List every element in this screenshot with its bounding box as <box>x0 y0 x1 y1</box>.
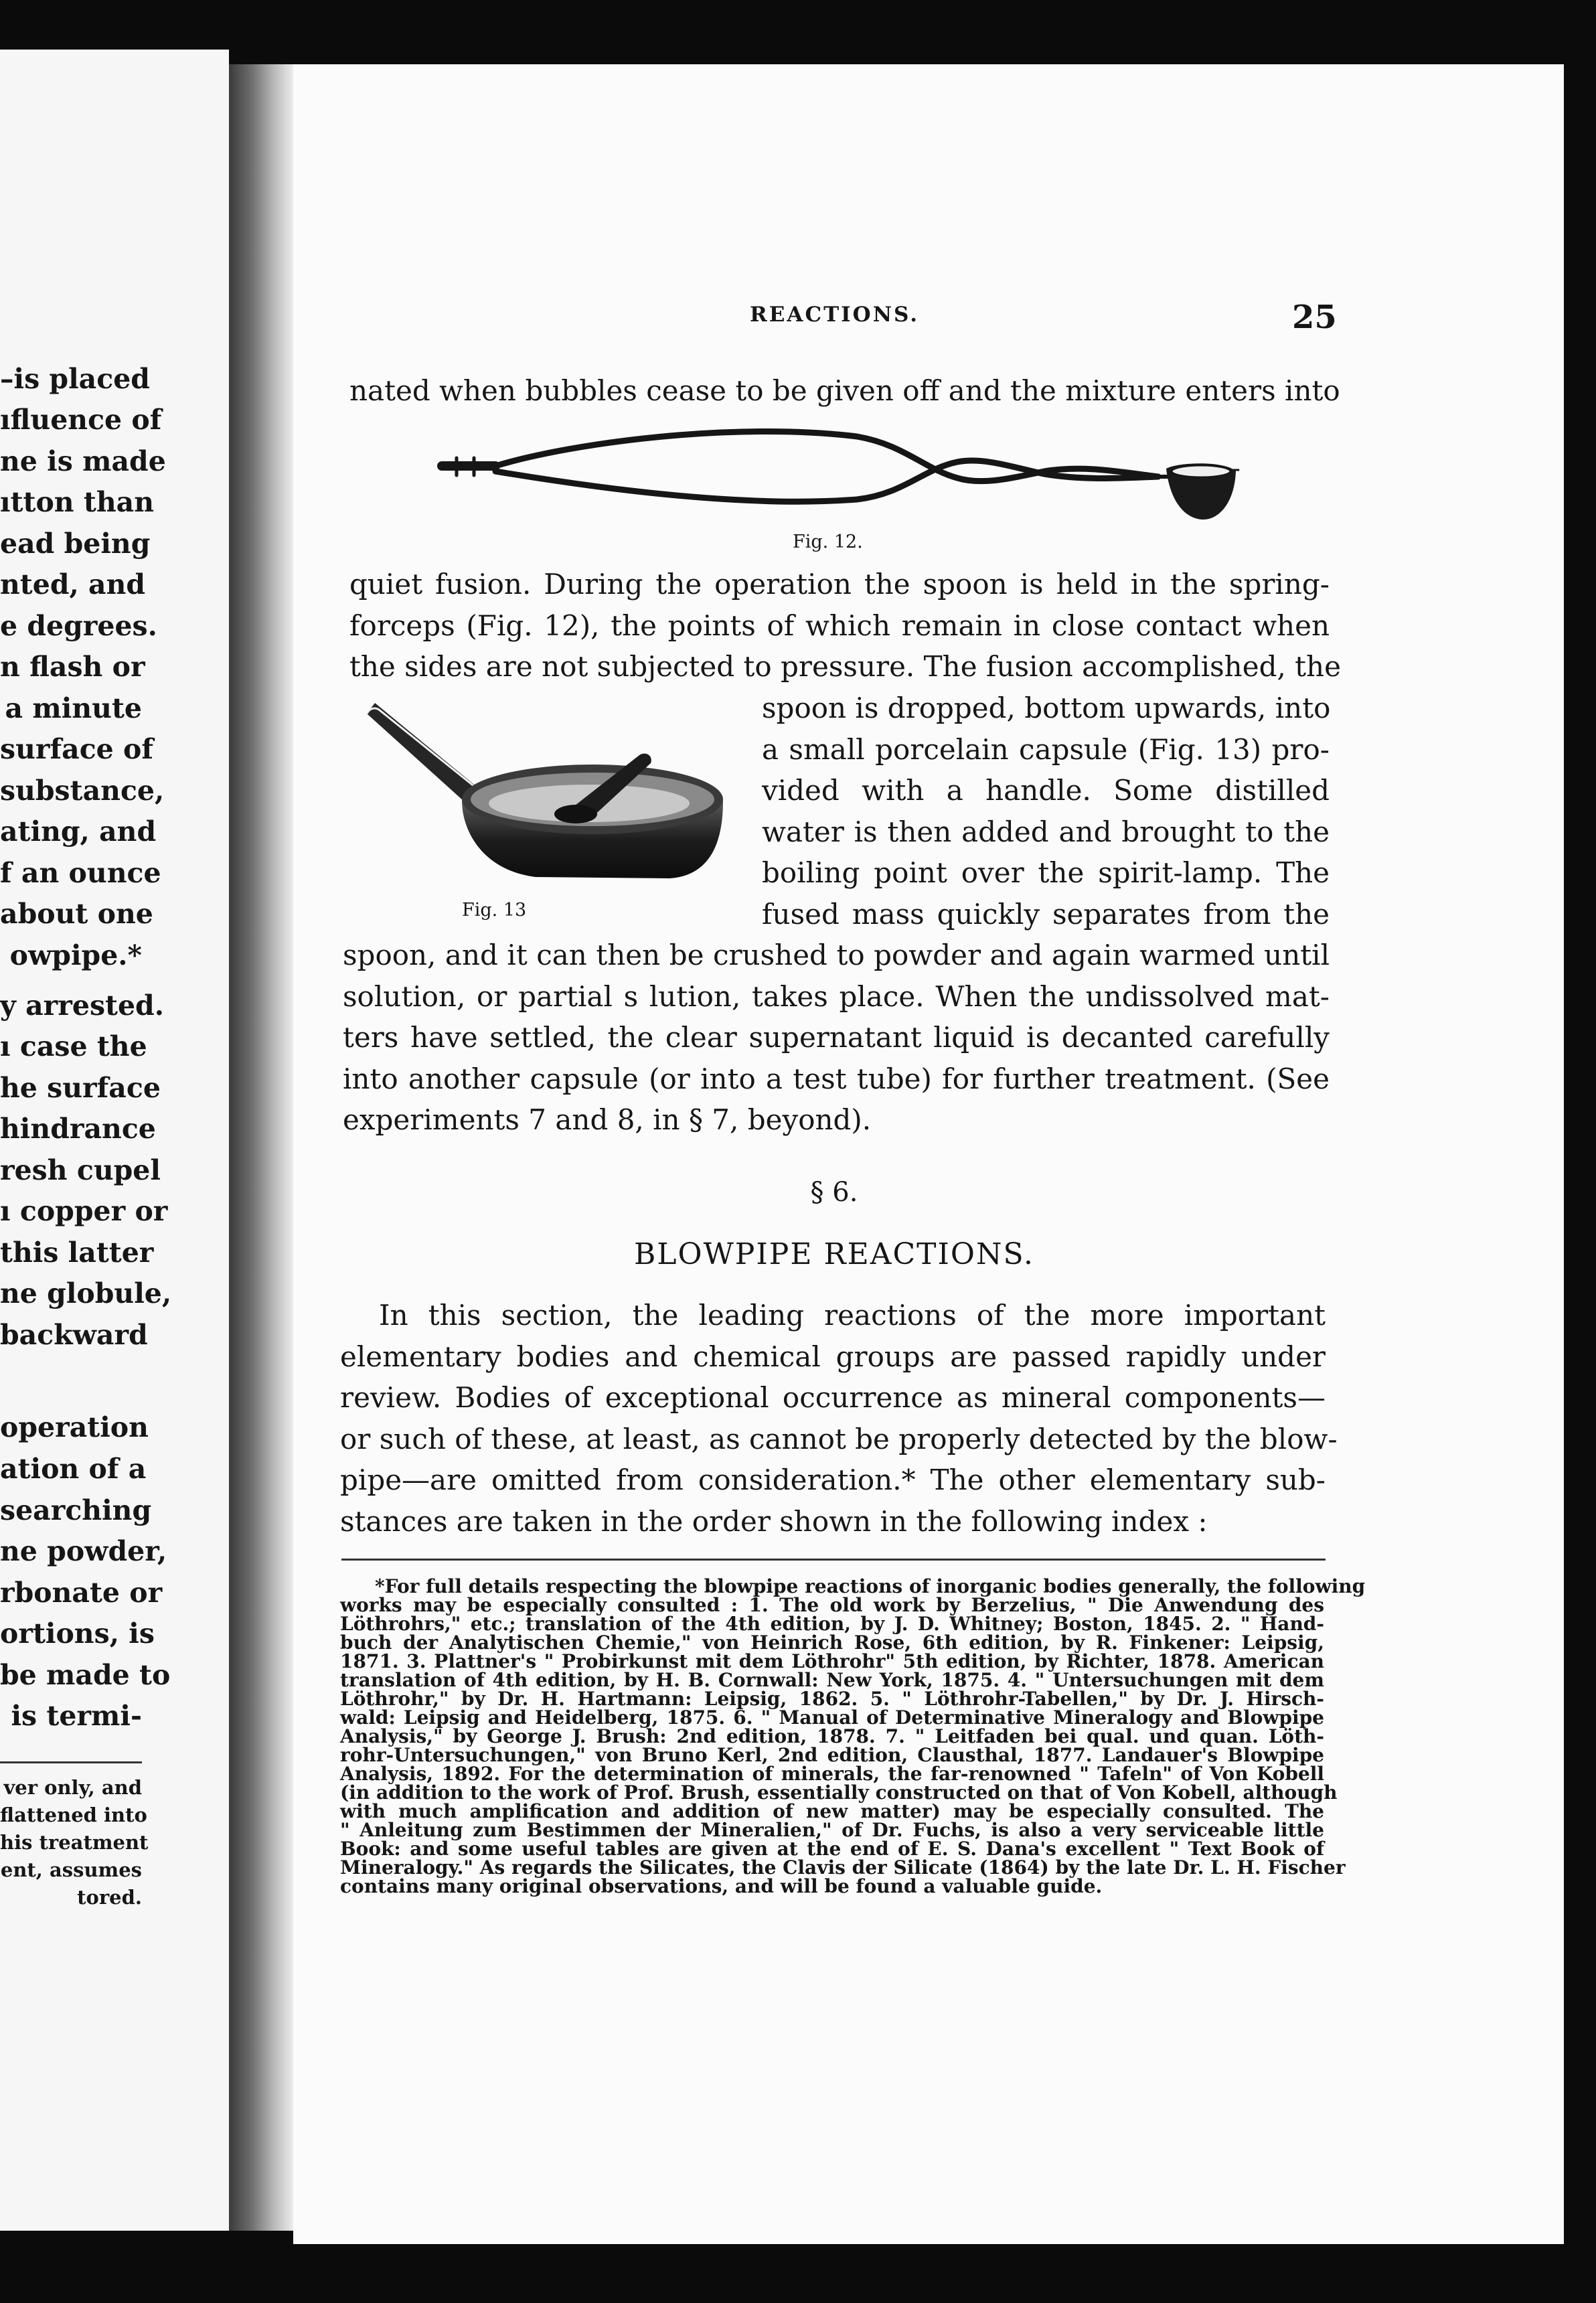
left-page-line: ne is made <box>0 445 166 477</box>
body-line: quiet fusion. During the operation the spoon is held in the spring- <box>349 568 1330 601</box>
body-line: experiments 7 and 8, in § 7, beyond). <box>343 1103 872 1136</box>
left-page-line: ating, and <box>0 815 157 848</box>
left-page-line: surface of <box>0 733 154 765</box>
left-page-line: be made to <box>0 1659 171 1691</box>
footnote-line: 1871. 3. Plattner's " Probirkunst mit dem Löthrohr" 5th edition, by Richter, 1878. American <box>340 1650 1324 1672</box>
left-page-line: is termi- <box>11 1700 142 1732</box>
body-line: vided with a handle. Some distilled <box>762 774 1330 807</box>
left-page-line: hindrance <box>0 1113 156 1145</box>
footnote-line: Mineralogy." As regards the Silicates, the Clavis der Silicate (1864) by the late Dr. L. H. Fischer <box>340 1856 1346 1879</box>
left-page-line: resh cupel <box>0 1154 161 1186</box>
body-line: spoon, and it can then be crushed to powder and again warmed until <box>343 939 1330 971</box>
left-page-line: this latter <box>0 1237 154 1269</box>
footnote-line: buch der Analytischen Chemie," von Heinrich Rose, 6th edition, by R. Finkener: Leipsig, <box>340 1632 1324 1654</box>
left-page-line: ne globule, <box>0 1277 172 1309</box>
left-page-line: searching <box>0 1494 152 1526</box>
left-page-line: he surface <box>0 1072 161 1104</box>
footnote-line: Analysis," by George J. Brush: 2nd edition, 1878. 7. " Leitfaden bei qual. und quan. Löth- <box>340 1725 1324 1747</box>
body-line: elementary bodies and chemical groups are passed rapidly under <box>340 1340 1326 1373</box>
footnote-line: Löthrohr," by Dr. H. Hartmann: Leipsig, 1862. 5. " Löthrohr-Tabellen," by Dr. J. Hirsch- <box>340 1688 1324 1710</box>
left-page-line: ıfluence of <box>0 404 162 436</box>
section-number: § 6. <box>810 1177 858 1208</box>
body-line: spoon is dropped, bottom upwards, into <box>762 692 1331 724</box>
left-page-line: ead being <box>0 528 151 560</box>
footnote-line: works may be especially consulted : 1. The old work by Berzelius, " Die Anwendung des <box>340 1594 1324 1616</box>
page-number: 25 <box>1292 299 1337 336</box>
left-page-line: y arrested. <box>0 989 164 1022</box>
left-page-line: ı copper or <box>0 1195 168 1227</box>
section-title: BLOWPIPE REACTIONS. <box>633 1237 1035 1271</box>
left-page-line: ation of a <box>0 1453 147 1485</box>
left-page-footnote-line: ver only, and <box>3 1776 142 1799</box>
left-page-line: –is placed <box>0 363 150 395</box>
left-page-footnote-line: tored. <box>77 1886 142 1909</box>
left-page-line: about one <box>0 898 153 930</box>
body-line: review. Bodies of exceptional occurrence as mineral components— <box>340 1381 1326 1414</box>
footnote-line: contains many original observations, and will be found a valuable guide. <box>340 1875 1103 1897</box>
fig13-caption: Fig. 13 <box>462 900 527 921</box>
body-line: into another capsule (or into a test tube) for further treatment. (See <box>343 1062 1330 1095</box>
body-line: pipe—are omitted from consideration.* The other elementary sub- <box>340 1463 1326 1496</box>
body-line: forceps (Fig. 12), the points of which remain in close contact when <box>349 609 1330 642</box>
left-page-footnote-line: ent, assumes <box>0 1858 142 1881</box>
footnote-line: with much amplification and addition of new matter) may be especially consulted. The <box>340 1800 1324 1822</box>
left-page-line: e degrees. <box>0 610 157 642</box>
left-page-footnote-line: his treatment <box>0 1831 149 1854</box>
left-page-line: owpipe.* <box>9 939 142 971</box>
left-page-footnote-line: flattened into <box>0 1804 147 1826</box>
fig12-caption: Fig. 12. <box>793 532 863 552</box>
left-page-line: ortions, is <box>0 1617 155 1650</box>
left-page-line: substance, <box>0 775 165 807</box>
left-page-line: ı case the <box>0 1030 147 1062</box>
body-line: fused mass quickly separates from the <box>762 898 1330 931</box>
footnote-line: (in addition to the work of Prof. Brush, essentially constructed on that of Von Kobell, although <box>340 1781 1338 1804</box>
left-page-line: rbonate or <box>0 1577 163 1609</box>
footnote-line: Analysis, 1892. For the determination of minerals, the far-renowned " Tafeln" of Von Kobell <box>340 1763 1324 1785</box>
footnote-line: " Anleitung zum Bestimmen der Mineralien," of Dr. Fuchs, is also a very serviceable little <box>340 1819 1324 1841</box>
footnote-line: rohr-Untersuchungen," von Bruno Kerl, 2nd edition, Clausthal, 1877. Landauer's Blowpipe <box>340 1744 1324 1766</box>
body-line: stances are taken in the order shown in the following index : <box>340 1505 1208 1538</box>
footnote-rule <box>341 1559 1326 1561</box>
body-line: the sides are not subjected to pressure. The fusion accomplished, the <box>349 650 1341 683</box>
left-page-line: a minute <box>5 692 142 724</box>
body-line: or such of these, at least, as cannot be properly detected by the blow- <box>340 1423 1338 1455</box>
body-line: nated when bubbles cease to be given off and the mixture enters into <box>349 374 1340 407</box>
body-line: a small porcelain capsule (Fig. 13) pro- <box>762 733 1330 766</box>
footnote-line: Book: and some useful tables are given at the end of E. S. Dana's excellent " Text Book of <box>340 1838 1324 1860</box>
footnote-line: *For full details respecting the blowpipe reactions of inorganic bodies generally, the following <box>375 1575 1366 1597</box>
left-page-line: operation <box>0 1411 149 1443</box>
left-page-line: nted, and <box>0 568 146 601</box>
footnote-line: wald: Leipsig and Heidelberg, 1875. 6. " Manual of Determinative Mineralogy and Blowpipe <box>340 1706 1324 1729</box>
spine-shadow <box>229 64 293 2231</box>
body-line: ters have settled, the clear supernatant liquid is decanted carefully <box>343 1021 1330 1054</box>
left-page-line: f an ounce <box>0 857 161 889</box>
left-page-line: ıtton than <box>0 486 155 518</box>
left-page-line: ne powder, <box>0 1535 167 1567</box>
left-page-line: n flash or <box>0 651 145 683</box>
body-line: solution, or partial s lution, takes place. When the undissolved mat- <box>343 980 1330 1013</box>
body-line: water is then added and brought to the <box>762 815 1330 848</box>
footnote-line: translation of 4th edition, by H. B. Cornwall: New York, 1875. 4. " Untersuchungen mit dem <box>340 1669 1324 1691</box>
left-footnote-rule <box>0 1761 142 1763</box>
running-head: REACTIONS. <box>750 303 920 327</box>
body-line: In this section, the leading reactions of the more important <box>379 1299 1326 1332</box>
left-page-line: backward <box>0 1319 148 1351</box>
body-line: boiling point over the spirit-lamp. The <box>762 856 1330 889</box>
footnote-line: Löthrohrs," etc.; translation of the 4th edition, by J. D. Whitney; Boston, 1845. 2. " Hand- <box>340 1613 1324 1635</box>
